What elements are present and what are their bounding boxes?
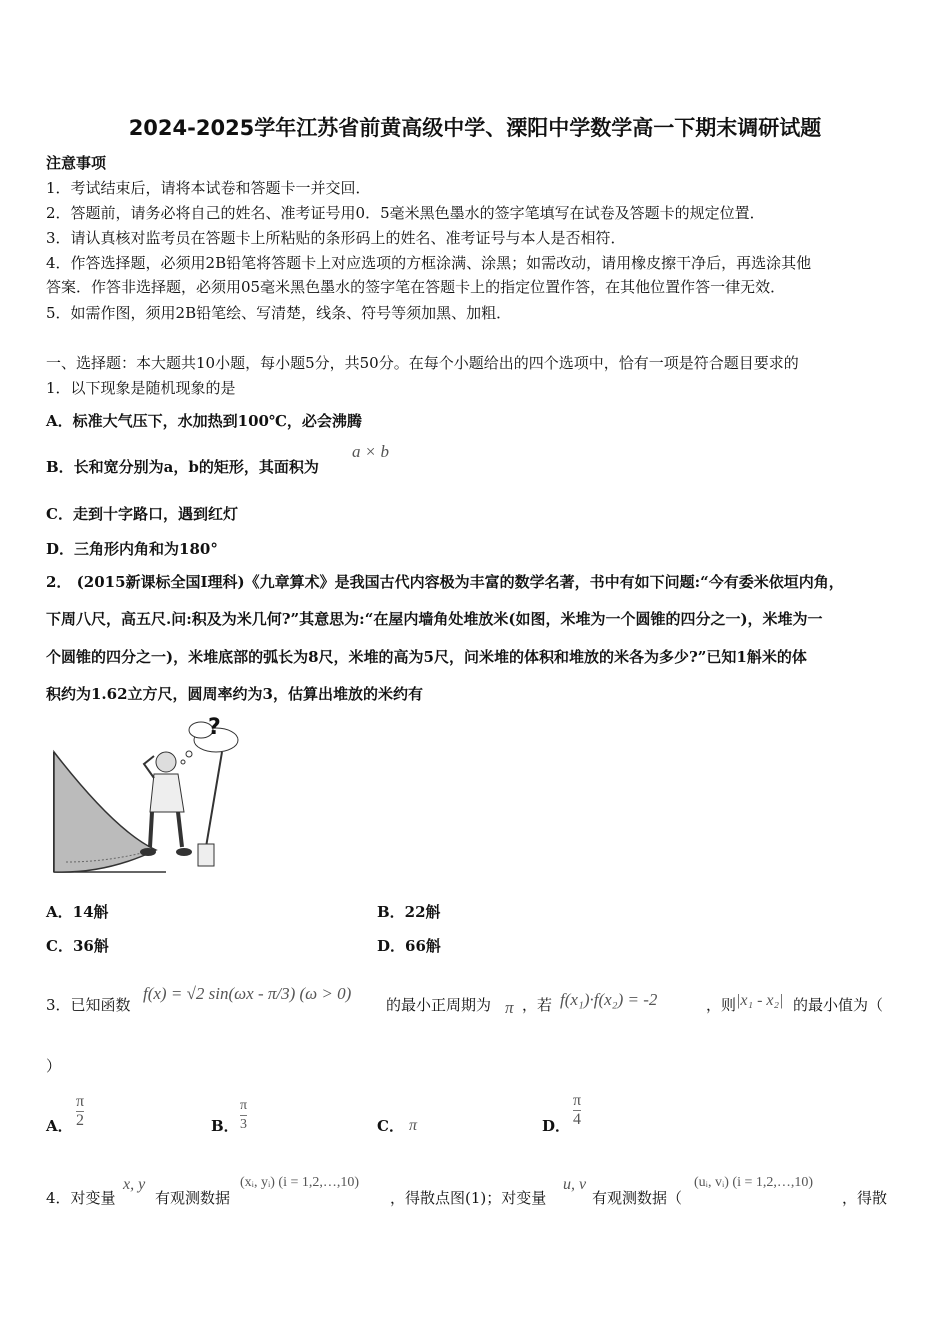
notice-item: 1．考试结束后，请将本试卷和答题卡一并交回． — [46, 179, 371, 197]
rice-pile-illustration — [46, 712, 246, 877]
notice-item: 4．作答选择题，必须用2B铅笔将答题卡上对应选项的方框涂满、涂黑；如需改动，请用橡皮擦干净后，再选涂其他 — [46, 254, 812, 272]
q3-stem-end: 的最小值为（ — [793, 996, 884, 1014]
notice-item: 答案．作答非选择题，必须用05毫米黑色墨水的签字笔在答题卡上的指定位置作答，在其他位置作答一律无效． — [46, 278, 786, 296]
q2-text-line: 下周八尺，高五尺.问:积及为米几何?”其意思为:“在屋内墙角处堆放米(如图，米堆为一个圆锥的四分之一)，米堆为一 — [46, 610, 823, 628]
q3-option-b-fraction: $\frac{\pi}{3}$ — [240, 1098, 248, 1132]
q3-option-d-label: D． — [542, 1117, 571, 1135]
q1-option-a: A．标准大气压下，水加热到100℃，必会沸腾 — [46, 412, 362, 430]
q4-stem-mid: 有观测数据 — [155, 1189, 231, 1207]
q3-option-b-label: B． — [211, 1117, 239, 1135]
notice-item: 2．答题前，请务必将自己的姓名、准考证号用0．5毫米黑色墨水的签字笔填写在试卷及答题卡的规定位置． — [46, 204, 765, 222]
q4-stem-start: 4．对变量 — [46, 1189, 116, 1207]
q3-expression: |x₁ - x₂| — [736, 992, 784, 1009]
q1-stem: 1．以下现象是随机现象的是 — [46, 379, 236, 397]
notice-heading: 注意事项 — [46, 154, 107, 172]
q4-data-uv: (uᵢ, vᵢ) (i = 1,2,…,10) — [694, 1175, 814, 1190]
q3-function: f(x) = √2 sin(ωx - π/3) (ω > 0) — [143, 984, 352, 1003]
q4-stem-end: ，得散 — [842, 1189, 888, 1207]
q3-option-c-label: C． — [377, 1117, 404, 1135]
svg-text:?: ? — [208, 715, 221, 740]
q2-text-line: 积约为1.62立方尺，圆周率约为3，估算出堆放的米约有 — [46, 685, 423, 703]
q2-option-c: C．36斛 — [46, 937, 109, 955]
notice-item: 5．如需作图，须用2B铅笔绘、写清楚，线条、符号等须加黑、加粗． — [46, 304, 512, 322]
q1-option-c: C．走到十字路口，遇到红灯 — [46, 505, 238, 523]
q3-option-c-value: π — [409, 1117, 418, 1134]
q3-condition: f(x₁)·f(x₂) = -2 — [560, 990, 658, 1009]
q2-option-d: D．66斛 — [377, 937, 441, 955]
q3-option-a-fraction: $\frac{\pi}{2}$ — [76, 1093, 85, 1129]
q3-stem-mid: 的最小正周期为 — [386, 996, 492, 1014]
q2-option-b: B．22斛 — [377, 903, 441, 921]
q3-period: π — [505, 998, 514, 1017]
q3-stem-start: 3．已知函数 — [46, 996, 131, 1014]
q2-text-line: 个圆锥的四分之一)，米堆底部的弧长为8尺，米堆的高为5尺，问米堆的体积和堆放的米各为多少?”已知1斛米的体 — [46, 648, 807, 666]
q4-vars-uv: u, v — [563, 1176, 587, 1193]
page-title: 2024-2025学年江苏省前黄高级中学、溧阳中学数学高一下期末调研试题 — [128, 116, 822, 140]
q4-stem-mid2: ，得散点图(1)；对变量 — [390, 1189, 547, 1207]
q1-area-formula: a × b — [352, 442, 389, 461]
q3-stem-mid2: ，若 — [522, 996, 553, 1014]
q1-option-b: B．长和宽分别为a，b的矩形，其面积为 — [46, 458, 319, 476]
q3-stem-close: ） — [46, 1057, 62, 1075]
notice-item: 3．请认真核对监考员在答题卡上所粘贴的条形码上的姓名、准考证号与本人是否相符． — [46, 229, 626, 247]
q3-option-d-fraction: $\frac{\pi}{4}$ — [573, 1092, 582, 1128]
q3-option-a-label: A． — [46, 1117, 73, 1135]
q4-data-xy: (xᵢ, yᵢ) (i = 1,2,…,10) — [240, 1175, 360, 1190]
q4-stem-mid3: 有观测数据（ — [592, 1189, 683, 1207]
section-heading: 一、选择题：本大题共10小题，每小题5分，共50分。在每个小题给出的四个选项中，恰有一项是符合题目要求的 — [46, 354, 799, 372]
q4-vars-xy: x, y — [123, 1176, 146, 1193]
q1-option-d: D．三角形内角和为180° — [46, 540, 218, 558]
q2-option-a: A．14斛 — [46, 903, 109, 921]
q3-stem-mid3: ，则 — [706, 996, 737, 1014]
q2-text-line: 2． (2015新课标全国I理科)《九章算术》是我国古代内容极为丰富的数学名著，书中有如下问题:“今有委米依垣内角， — [46, 573, 844, 591]
